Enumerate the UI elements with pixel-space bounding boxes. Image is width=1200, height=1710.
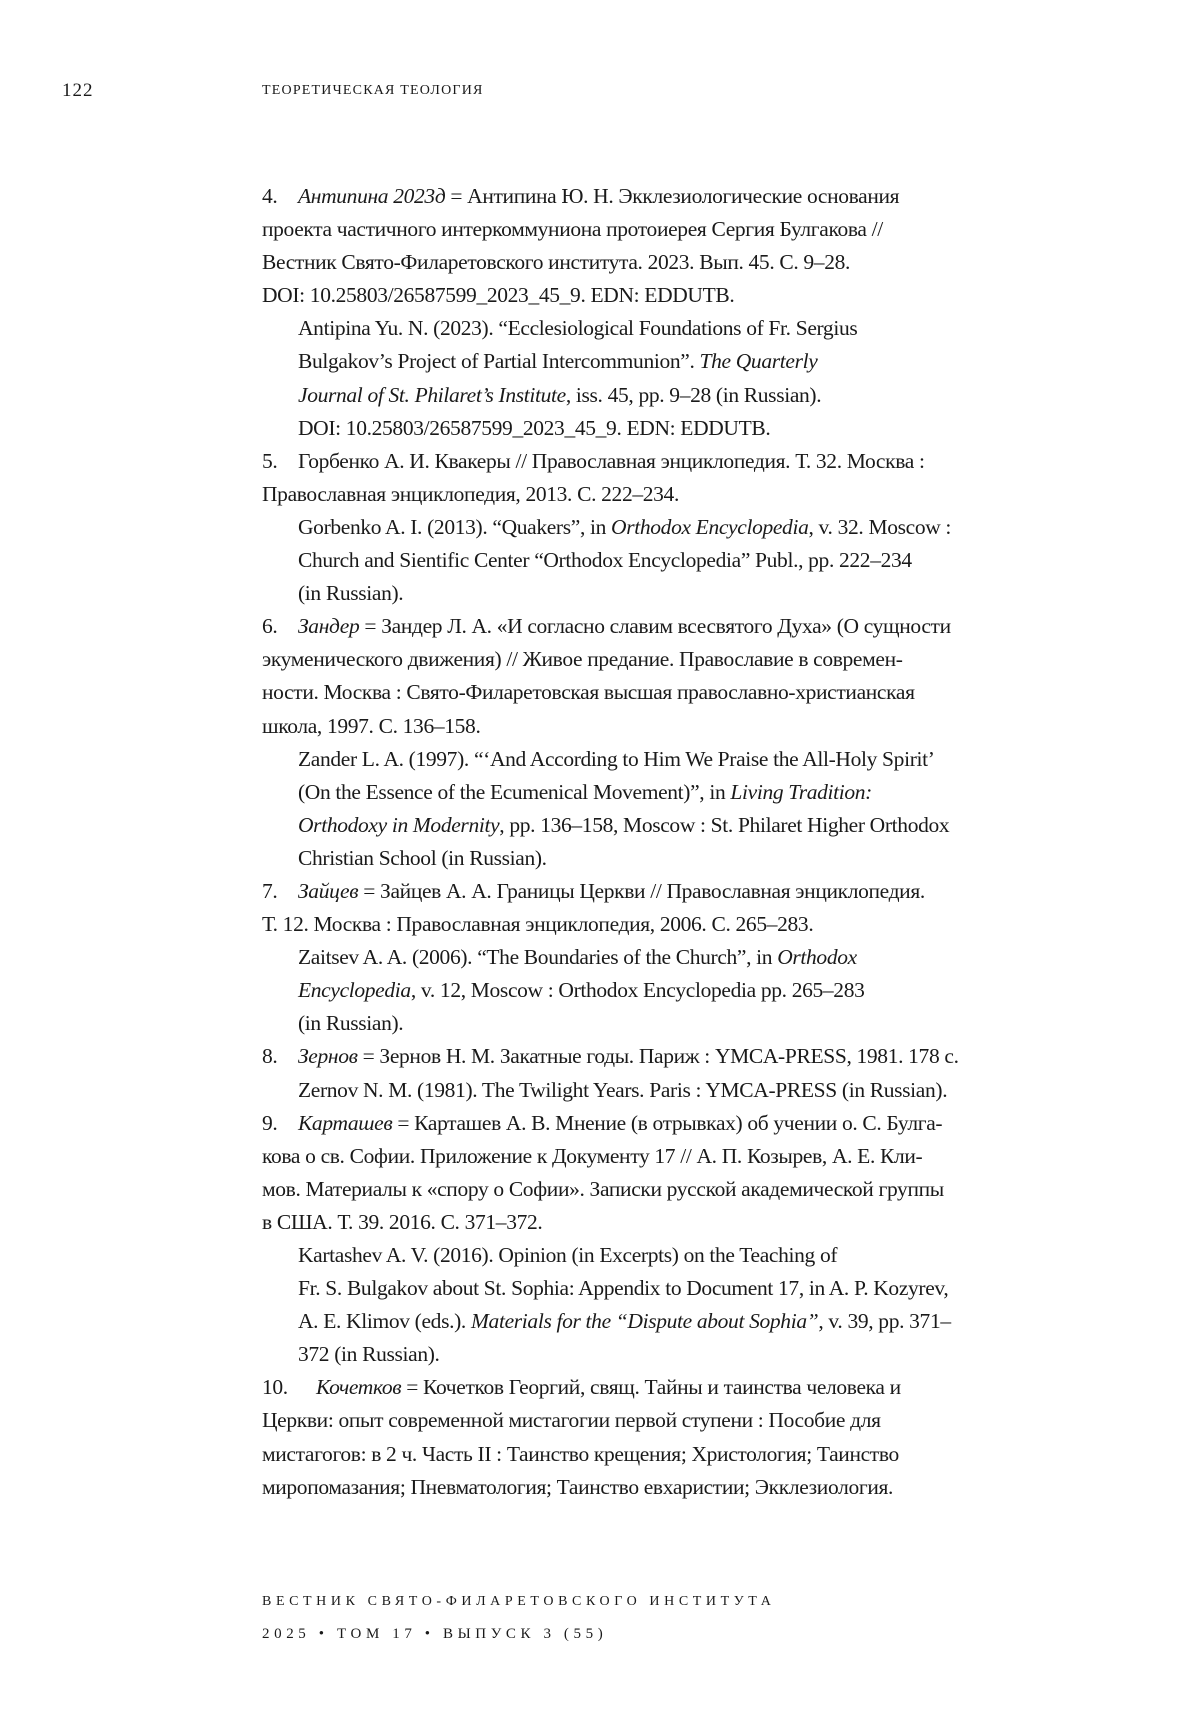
reference-line-english bbox=[262, 1272, 1082, 1305]
reference-line-russian bbox=[262, 445, 1082, 478]
text: Zander L. A. (1997). “‘And According to Him We Praise the All-Holy Spirit’ bbox=[298, 746, 935, 771]
reference-list bbox=[262, 180, 1082, 1504]
text: , v. 32. Moscow : bbox=[808, 514, 952, 539]
italic-text: Orthodox Encyclopedia bbox=[611, 514, 809, 539]
reference-entry bbox=[262, 445, 1082, 610]
reference-line-russian bbox=[262, 1040, 1082, 1073]
reference-number: 9. bbox=[262, 1110, 278, 1135]
italic-text: Orthodoxy in Modernity bbox=[298, 812, 500, 837]
italic-text: Зайцев bbox=[298, 878, 359, 903]
reference-line-russian bbox=[262, 676, 1082, 709]
italic-text: Encyclopedia bbox=[298, 978, 411, 1003]
reference-line-russian bbox=[262, 1140, 1082, 1173]
italic-text: Антипина 2023д bbox=[298, 184, 446, 208]
reference-number: 4. bbox=[262, 184, 278, 208]
text: Bulgakov’s Project of Partial Intercommunion”. bbox=[298, 349, 700, 374]
text: Церкви: опыт современной мистагогии первой ступени : Пособие для bbox=[262, 1408, 881, 1433]
text: миропомазания; Пневматология; Таинство евхаристии; Экклезиология. bbox=[262, 1474, 894, 1499]
text: , iss. 45, pp. 9–28 (in Russian). bbox=[565, 382, 822, 407]
reference-line-english bbox=[262, 842, 1082, 875]
text: = Антипина Ю. Н. Экклезиологические основания bbox=[445, 184, 900, 208]
text: (On the Essence of the Ecumenical Movement)”, in bbox=[298, 779, 731, 804]
reference-line-russian bbox=[262, 246, 1082, 279]
reference-line-russian bbox=[262, 1173, 1082, 1206]
reference-line-russian bbox=[262, 610, 1082, 643]
text: Zaitsev A. A. (2006). “The Boundaries of the Church”, in bbox=[298, 945, 778, 970]
text: Kartashev A. V. (2016). Opinion (in Excerpts) on the Teaching of bbox=[298, 1243, 838, 1267]
text: мов. Материалы к «спору о Софии». Записки русской академической группы bbox=[262, 1176, 944, 1201]
text: кова о св. Софии. Приложение к Документу 17 // А. П. Козырев, А. Е. Кли- bbox=[262, 1143, 923, 1168]
reference-line-russian bbox=[262, 1107, 1082, 1140]
reference-line-russian bbox=[262, 908, 1082, 941]
text: Zernov N. M. (1981). The Twilight Years. Paris : YMCA-PRESS (in Russian). bbox=[298, 1077, 948, 1102]
text: (in Russian). bbox=[298, 581, 404, 606]
reference-line-russian bbox=[262, 1206, 1082, 1239]
reference-line-russian bbox=[262, 1404, 1082, 1437]
italic-text: Living Tradition: bbox=[730, 779, 872, 804]
text: 372 (in Russian). bbox=[298, 1342, 440, 1367]
reference-number: 6. bbox=[262, 614, 278, 639]
reference-line-russian bbox=[262, 1371, 1082, 1404]
reference-line-russian bbox=[262, 875, 1082, 908]
text: мистагогов: в 2 ч. Часть II : Таинство крещения; Христология; Таинство bbox=[262, 1441, 899, 1466]
italic-text: Кочетков bbox=[316, 1375, 402, 1400]
text: Горбенко А. И. Квакеры // Православная энциклопедия. Т. 32. Москва : bbox=[298, 448, 925, 473]
italic-text: The Quarterly bbox=[699, 349, 818, 374]
text: DOI: 10.25803/26587599_2023_45_9. EDN: EDDUTB. bbox=[298, 415, 771, 440]
reference-line-english bbox=[262, 1338, 1082, 1371]
text: Fr. S. Bulgakov about St. Sophia: Appendix to Document 17, in A. P. Kozyrev, bbox=[298, 1276, 949, 1301]
reference-number: 5. bbox=[262, 448, 278, 473]
reference-line-english bbox=[262, 312, 1082, 345]
reference-line-english bbox=[262, 1007, 1082, 1040]
reference-line-english bbox=[262, 1305, 1082, 1338]
italic-text: Materials for the “Dispute about Sophia” bbox=[471, 1309, 819, 1334]
text: , pp. 136–158, Moscow : St. Philaret Higher Orthodox bbox=[499, 812, 950, 837]
page-number: 122 bbox=[62, 80, 94, 101]
reference-line-russian bbox=[262, 1438, 1082, 1471]
reference-entry bbox=[262, 180, 1082, 445]
reference-line-english bbox=[262, 379, 1082, 412]
text: = Карташев А. В. Мнение (в отрывках) об учении о. С. Булга- bbox=[392, 1110, 943, 1135]
text: проекта частичного интеркоммуниона протоиерея Сергия Булгакова // bbox=[262, 217, 883, 242]
reference-line-english bbox=[262, 1074, 1082, 1107]
text: = Зернов Н. М. Закатные годы. Париж : YMCA-PRESS, 1981. 178 с. bbox=[357, 1044, 959, 1069]
running-header-title: ТЕОРЕТИЧЕСКАЯ ТЕОЛОГИЯ bbox=[262, 83, 484, 98]
italic-text: Journal of St. Philaret’s Institute bbox=[298, 382, 566, 407]
text: Т. 12. Москва : Православная энциклопедия, 2006. С. 265–283. bbox=[262, 912, 814, 937]
reference-line-russian bbox=[262, 710, 1082, 743]
text: , v. 39, pp. 371– bbox=[818, 1309, 951, 1334]
text: Antipina Yu. N. (2023). “Ecclesiological Foundations of Fr. Sergius bbox=[298, 316, 858, 341]
reference-entry bbox=[262, 1040, 1082, 1106]
text: A. E. Klimov (eds.). bbox=[298, 1309, 471, 1334]
reference-line-english bbox=[262, 809, 1082, 842]
reference-number: 8. bbox=[262, 1044, 278, 1069]
reference-line-english bbox=[262, 776, 1082, 809]
text: (in Russian). bbox=[298, 1011, 404, 1036]
text: Christian School (in Russian). bbox=[298, 845, 547, 870]
reference-line-english bbox=[262, 511, 1082, 544]
reference-line-russian bbox=[262, 643, 1082, 676]
text: Православная энциклопедия, 2013. С. 222–234. bbox=[262, 481, 679, 506]
reference-line-english bbox=[262, 743, 1082, 776]
reference-number: 10. bbox=[262, 1375, 288, 1400]
reference-line-english bbox=[262, 941, 1082, 974]
reference-line-english bbox=[262, 345, 1082, 378]
reference-line-english bbox=[262, 544, 1082, 577]
reference-entry bbox=[262, 1371, 1082, 1503]
reference-line-russian bbox=[262, 213, 1082, 246]
text: Gorbenko A. I. (2013). “Quakers”, in bbox=[298, 514, 612, 539]
italic-text: Карташев bbox=[298, 1110, 393, 1135]
reference-number: 7. bbox=[262, 878, 278, 903]
text: = Кочетков Георгий, свящ. Тайны и таинства человека и bbox=[401, 1375, 901, 1400]
footer-journal-title: ВЕСТНИК СВЯТО-ФИЛАРЕТОВСКОГО ИНСТИТУТА bbox=[262, 1594, 776, 1609]
text: ности. Москва : Свято-Филаретовская высшая православно-христианская bbox=[262, 680, 915, 705]
reference-entry bbox=[262, 610, 1082, 875]
reference-line-english bbox=[262, 1239, 1082, 1272]
text: экуменического движения) // Живое предание. Православие в современ- bbox=[262, 647, 903, 672]
text: Church and Sientific Center “Orthodox Encyclopedia” Publ., pp. 222–234 bbox=[298, 548, 912, 573]
text: DOI: 10.25803/26587599_2023_45_9. EDN: EDDUTB. bbox=[262, 283, 735, 308]
reference-line-english bbox=[262, 974, 1082, 1007]
footer-issue-info: 2025 • ТОМ 17 • ВЫПУСК 3 (55) bbox=[262, 1626, 608, 1642]
text: = Зандер Л. А. «И согласно славим всесвятого Духа» (О сущности bbox=[359, 614, 951, 639]
italic-text: Зернов bbox=[298, 1044, 358, 1069]
reference-line-russian bbox=[262, 1471, 1082, 1504]
reference-entry bbox=[262, 875, 1082, 1040]
text: школа, 1997. С. 136–158. bbox=[262, 713, 481, 738]
reference-line-russian bbox=[262, 478, 1082, 511]
text: = Зайцев А. А. Границы Церкви // Православная энциклопедия. bbox=[358, 878, 925, 903]
reference-line-english bbox=[262, 577, 1082, 610]
reference-line-russian bbox=[262, 279, 1082, 312]
text: в США. Т. 39. 2016. С. 371–372. bbox=[262, 1209, 543, 1234]
reference-line-english bbox=[262, 412, 1082, 445]
reference-line-russian bbox=[262, 180, 1082, 213]
text: Вестник Свято-Филаретовского института. 2023. Вып. 45. С. 9–28. bbox=[262, 250, 851, 275]
reference-entry bbox=[262, 1107, 1082, 1372]
italic-text: Зандер bbox=[298, 614, 360, 639]
italic-text: Orthodox bbox=[777, 945, 857, 970]
text: , v. 12, Moscow : Orthodox Encyclopedia pp. 265–283 bbox=[410, 978, 865, 1003]
